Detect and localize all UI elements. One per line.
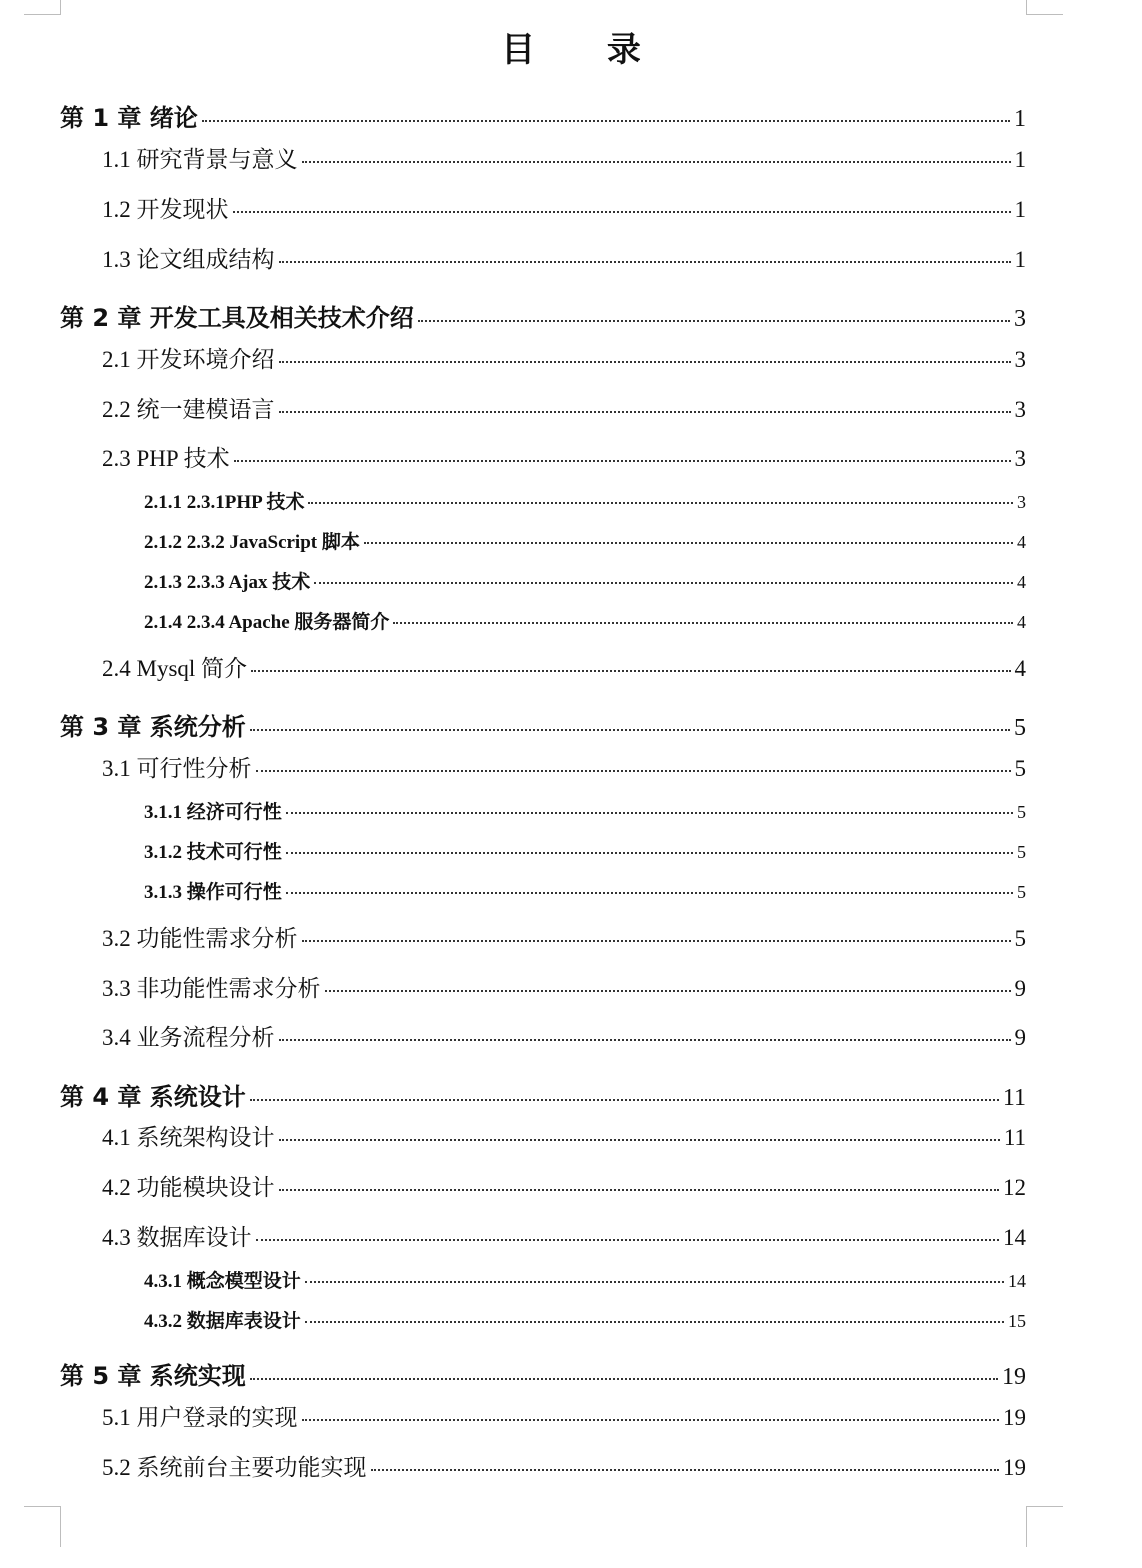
toc-entry-label: 5.2 系统前台主要功能实现 <box>102 1455 367 1480</box>
toc-leader-dots <box>279 1189 1000 1191</box>
toc-entry-1-3[interactable] <box>102 241 1026 274</box>
toc-entry-2-2[interactable] <box>102 391 1026 424</box>
toc-entry-page: 11 <box>1002 1085 1026 1111</box>
toc-entry-page: 9 <box>1014 1025 1026 1050</box>
toc-leader-dots <box>202 120 1010 122</box>
toc-leader-dots <box>233 211 1011 213</box>
toc-entry-label: 2.1.2 2.3.2 JavaScript 脚本 <box>144 532 360 553</box>
toc-entry-5-2[interactable] <box>102 1449 1026 1482</box>
toc-leader-dots <box>279 261 1011 263</box>
toc-entry-page: 3 <box>1014 397 1026 422</box>
toc-entry-page: 3 <box>1014 446 1026 471</box>
toc-entry-chapter-2[interactable] <box>60 298 1026 333</box>
toc-leader-dots <box>302 940 1011 942</box>
toc-entry-page: 1 <box>1014 247 1026 272</box>
toc-entry-page: 3 <box>1017 492 1026 512</box>
toc-entry-chapter-3[interactable] <box>60 707 1026 742</box>
toc-entry-page: 5 <box>1017 882 1026 902</box>
toc-entry-page: 4 <box>1014 656 1026 681</box>
toc-entry-2-1-4[interactable] <box>144 607 1026 634</box>
toc-leader-dots <box>325 990 1011 992</box>
toc-entry-page: 19 <box>1003 1405 1026 1430</box>
toc-entry-page: 12 <box>1003 1175 1026 1200</box>
toc-entry-label: 2.1.4 2.3.4 Apache 服务器简介 <box>144 612 390 633</box>
toc-entry-chapter-5[interactable] <box>60 1356 1026 1391</box>
toc-leader-dots <box>286 892 1013 894</box>
toc-entry-2-1[interactable] <box>102 341 1026 374</box>
toc-entry-2-1-2[interactable] <box>144 527 1026 554</box>
toc-entry-page: 3 <box>1014 306 1026 332</box>
toc-entry-page: 14 <box>1008 1271 1026 1291</box>
toc-entry-4-3-1[interactable] <box>144 1266 1026 1293</box>
toc-entry-label: 2.3 PHP 技术 <box>102 446 230 471</box>
toc-entry-label: 3.1 可行性分析 <box>102 756 252 781</box>
toc-entry-5-1[interactable] <box>102 1399 1026 1432</box>
toc-entry-label: 5.1 用户登录的实现 <box>102 1405 298 1430</box>
toc-entry-3-3[interactable] <box>102 970 1026 1003</box>
toc-entry-chapter-4[interactable] <box>60 1077 1026 1112</box>
toc-entry-label: 2.1 开发环境介绍 <box>102 347 275 372</box>
crop-mark-top-right <box>1026 0 1063 15</box>
toc-entry-label: 2.1.1 2.3.1PHP 技术 <box>144 492 305 513</box>
toc-leader-dots <box>256 1239 1000 1241</box>
toc-entry-3-4[interactable] <box>102 1019 1026 1052</box>
toc-entry-label: 3.1.3 操作可行性 <box>144 882 282 903</box>
toc-entry-page: 5 <box>1014 926 1026 951</box>
toc-entry-page: 1 <box>1014 197 1026 222</box>
toc-leader-dots <box>250 1099 999 1101</box>
toc-leader-dots <box>279 1139 1000 1141</box>
toc-entry-page: 11 <box>1003 1125 1026 1150</box>
toc-entry-2-1-1[interactable] <box>144 487 1026 514</box>
toc-entry-label: 第 3 章 系统分析 <box>60 713 246 741</box>
toc-entry-1-2[interactable] <box>102 191 1026 224</box>
toc-entry-2-1-3[interactable] <box>144 567 1026 594</box>
toc-leader-dots <box>286 852 1013 854</box>
toc-leader-dots <box>279 411 1011 413</box>
toc-entry-label: 3.1.1 经济可行性 <box>144 802 282 823</box>
toc-entry-label: 4.3 数据库设计 <box>102 1225 252 1250</box>
toc-entry-page: 1 <box>1014 106 1026 132</box>
toc-entry-page: 5 <box>1014 715 1026 741</box>
toc-entry-page: 15 <box>1008 1311 1026 1331</box>
toc-entry-3-1-3[interactable] <box>144 877 1026 904</box>
toc-entry-page: 3 <box>1014 347 1026 372</box>
toc-entry-4-1[interactable] <box>102 1119 1026 1152</box>
toc-leader-dots <box>393 622 1013 624</box>
toc-leader-dots <box>364 542 1013 544</box>
toc-entry-page: 5 <box>1017 802 1026 822</box>
toc-entry-page: 19 <box>1003 1455 1026 1480</box>
toc-entry-page: 1 <box>1014 147 1026 172</box>
toc-entry-2-4[interactable] <box>102 650 1026 683</box>
page-title: 目 录 <box>501 30 671 70</box>
toc-entry-4-3[interactable] <box>102 1219 1026 1252</box>
toc-entry-page: 4 <box>1017 612 1026 632</box>
toc-entry-page: 19 <box>1002 1364 1026 1390</box>
toc-entry-3-1-1[interactable] <box>144 797 1026 824</box>
toc-leader-dots <box>371 1469 1000 1471</box>
toc-entry-label: 1.2 开发现状 <box>102 197 229 222</box>
toc-leader-dots <box>305 1321 1004 1323</box>
toc-entry-3-1-2[interactable] <box>144 837 1026 864</box>
toc-entry-label: 3.3 非功能性需求分析 <box>102 976 321 1001</box>
toc-leader-dots <box>250 729 1010 731</box>
toc-entry-3-2[interactable] <box>102 920 1026 953</box>
toc-entry-label: 3.1.2 技术可行性 <box>144 842 282 863</box>
toc-entry-page: 5 <box>1014 756 1026 781</box>
toc-entry-label: 4.3.2 数据库表设计 <box>144 1311 301 1332</box>
toc-entry-page: 14 <box>1003 1225 1026 1250</box>
crop-mark-bottom-left <box>24 1506 61 1547</box>
toc-entry-1-1[interactable] <box>102 141 1026 174</box>
toc-leader-dots <box>302 161 1011 163</box>
toc-entry-4-2[interactable] <box>102 1169 1026 1202</box>
toc-leader-dots <box>234 460 1011 462</box>
toc-leader-dots <box>256 770 1011 772</box>
toc-entry-3-1[interactable] <box>102 750 1026 783</box>
toc-entry-page: 4 <box>1017 572 1026 592</box>
toc-entry-label: 2.2 统一建模语言 <box>102 397 275 422</box>
toc-entry-label: 2.4 Mysql 简介 <box>102 656 248 681</box>
toc-entry-label: 4.2 功能模块设计 <box>102 1175 275 1200</box>
toc-entry-label: 4.1 系统架构设计 <box>102 1125 275 1150</box>
toc-entry-label: 第 2 章 开发工具及相关技术介绍 <box>60 304 414 332</box>
toc-entry-label: 3.4 业务流程分析 <box>102 1025 275 1050</box>
toc-entry-4-3-2[interactable] <box>144 1306 1026 1333</box>
toc-entry-label: 2.1.3 2.3.3 Ajax 技术 <box>144 572 311 593</box>
toc-entry-label: 3.2 功能性需求分析 <box>102 926 298 951</box>
toc-entry-label: 第 5 章 系统实现 <box>60 1362 246 1390</box>
toc-leader-dots <box>418 320 1010 322</box>
toc-entry-label: 4.3.1 概念模型设计 <box>144 1271 301 1292</box>
toc-leader-dots <box>279 361 1011 363</box>
toc-entry-2-3[interactable] <box>102 440 1026 473</box>
toc-entry-page: 9 <box>1014 976 1026 1001</box>
toc-entry-label: 1.1 研究背景与意义 <box>102 147 298 172</box>
crop-mark-top-left <box>24 0 61 15</box>
toc-leader-dots <box>279 1039 1011 1041</box>
toc-leader-dots <box>302 1419 1000 1421</box>
toc-leader-dots <box>251 670 1010 672</box>
toc-entry-chapter-1[interactable] <box>60 98 1026 133</box>
crop-mark-bottom-right <box>1026 1506 1063 1547</box>
toc-entry-label: 1.3 论文组成结构 <box>102 247 275 272</box>
toc-entry-page: 5 <box>1017 842 1026 862</box>
toc-entry-label: 第 1 章 绪论 <box>60 104 198 132</box>
toc-leader-dots <box>308 502 1013 504</box>
toc-leader-dots <box>305 1281 1004 1283</box>
toc-leader-dots <box>314 582 1013 584</box>
toc-entry-label: 第 4 章 系统设计 <box>60 1083 246 1111</box>
toc-entry-page: 4 <box>1017 532 1026 552</box>
toc-leader-dots <box>286 812 1013 814</box>
toc-leader-dots <box>250 1378 998 1380</box>
